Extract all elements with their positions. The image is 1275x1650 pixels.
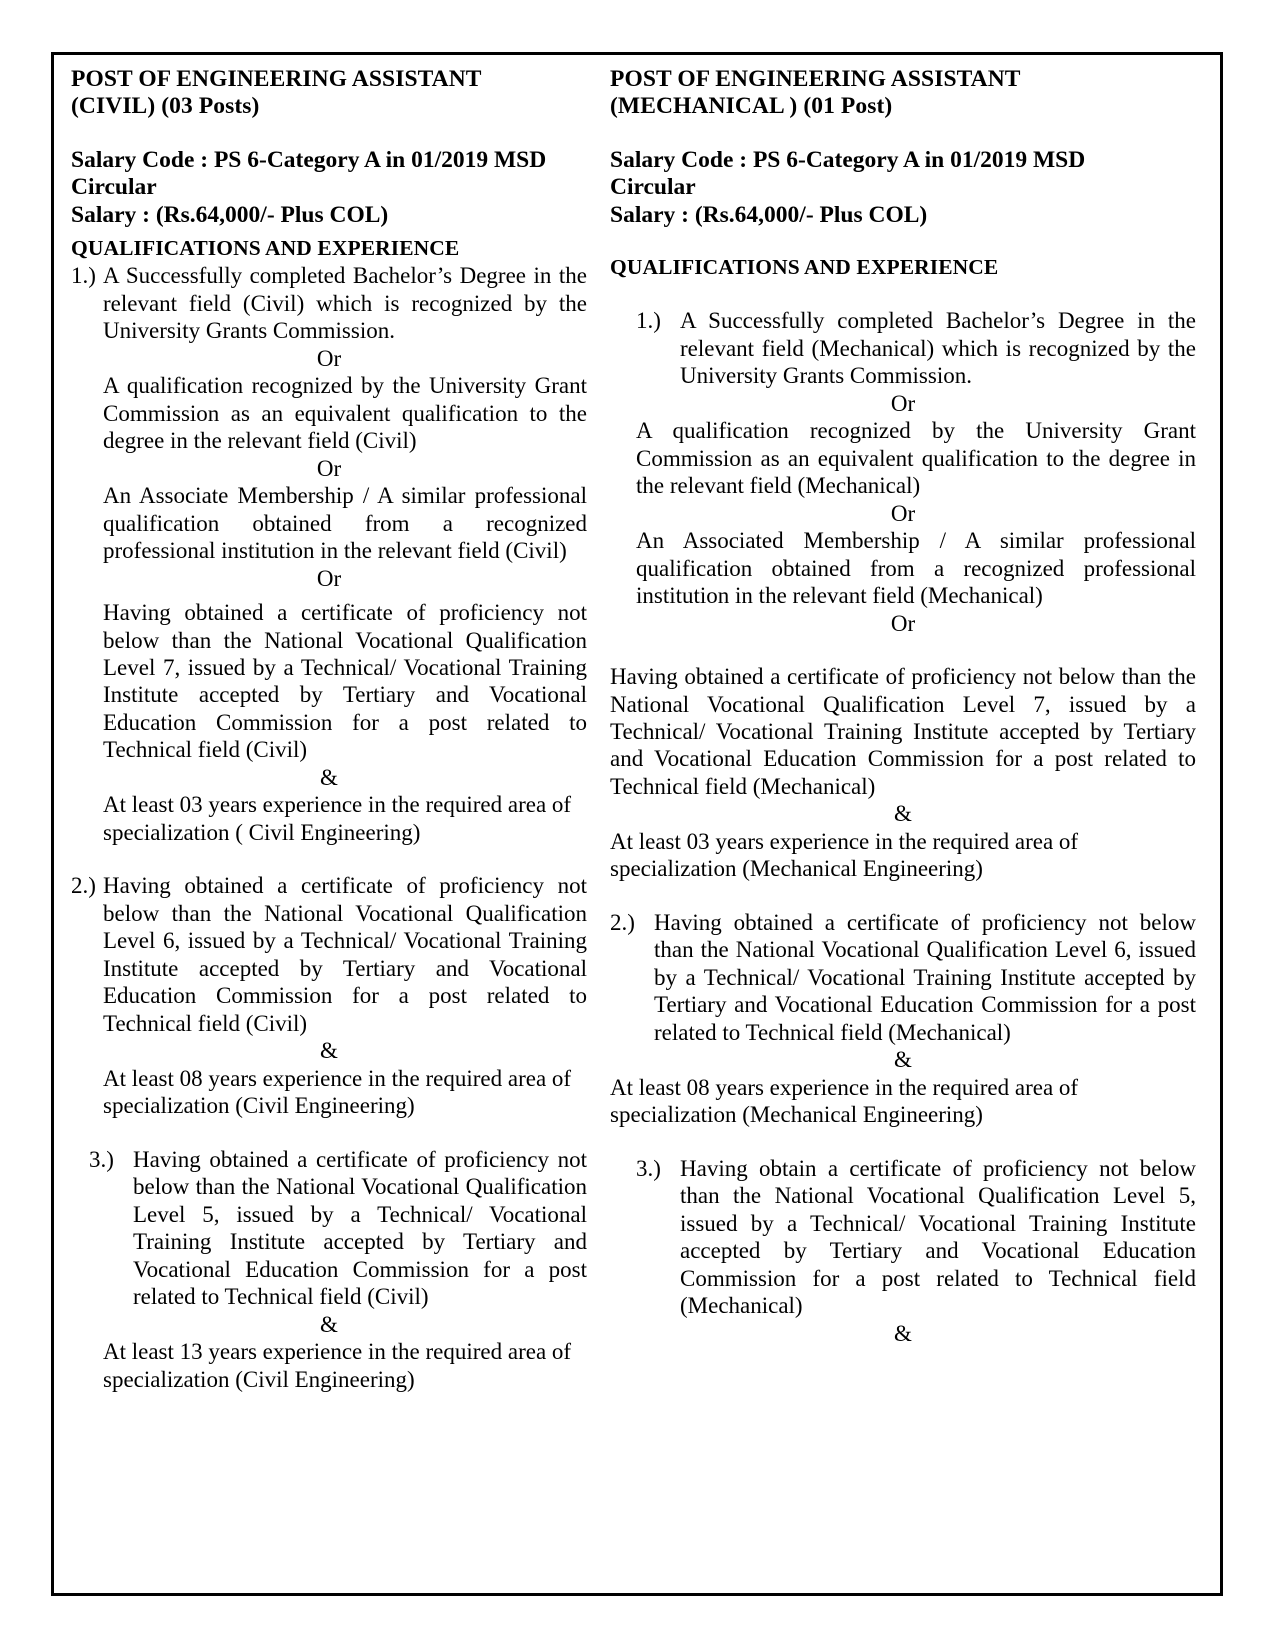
mechanical-item-1-text: A Successfully completed Bachelor’s Degree in the relevant field (Mechanical) which is recognized by the University Grants Commission. [680,308,1196,389]
mechanical-salary-code [610,147,1196,229]
mechanical-item-3-ampersand: & [894,1320,912,1346]
civil-item-3-text: Having obtained a certificate of proficiency not below than the National Vocational Qualification Level 5, issued by a Technical/ Vocational Training Institute accepted by Tertiary and Vocational Education Commission for a post related to Technical field (Civil) [133,1146,587,1310]
civil-item-3-ampersand: & [320,1311,338,1337]
civil-item-2 [71,872,587,1037]
column-civil [54,55,587,1593]
mechanical-item-2-ampersand: & [894,1047,912,1073]
mechanical-item-1-ampersand: & [894,801,912,827]
spacer [71,846,587,872]
mechanical-item-1-or-3: Or [890,610,916,636]
spacer [71,592,587,599]
civil-post-title-line2: (CIVIL) (03 Posts) [71,93,260,120]
column-mechanical [587,55,1220,1593]
civil-item-3-number: 3.) [89,1146,114,1172]
civil-item-2-ampersand: & [320,1038,338,1064]
spacer [71,229,587,236]
mechanical-item-1-alt-2: An Associated Membership / A similar professional qualification obtained from a recognized professional institution in the relevant field (Mechanical) [636,528,1196,609]
civil-item-1-number: 1.) [71,263,96,289]
civil-salary-code-line1: Salary Code : PS 6-Category A in 01/2019 MSD [71,146,547,173]
civil-item-1-experience: At least 03 years experience in the required area of specialization ( Civil Engineering) [103,792,572,845]
civil-item-1-or-1: Or [316,345,342,371]
civil-salary-code-line2: Circular [71,174,157,201]
spacer [610,229,1196,255]
spacer [71,121,587,147]
civil-qualifications-heading: QUALIFICATIONS AND EXPERIENCE [71,236,460,261]
spacer [610,637,1196,663]
civil-salary-code [71,147,587,229]
spacer [610,883,1196,909]
mechanical-item-1-alt-3: Having obtained a certificate of proficiency not below than the National Vocational Qualification Level 7, issued by a Technical/ Vocational Training Institute accepted by Tertiary and Vocational Education Commission for a post related to Technical field (Mechanical) [610,664,1196,799]
civil-item-3 [71,1146,587,1311]
spacer [610,281,1196,307]
civil-item-1-or-2: Or [316,455,342,481]
mechanical-item-3-number: 3.) [636,1155,661,1181]
mechanical-item-2 [610,909,1196,1046]
mechanical-post-title-line2: (MECHANICAL ) (01 Post) [610,93,893,120]
mechanical-item-3 [610,1155,1196,1320]
mechanical-salary-amount: Salary : (Rs.64,000/- Plus COL) [610,201,928,228]
mechanical-post-title-line1: POST OF ENGINEERING ASSISTANT [610,66,1021,92]
civil-item-3-experience: At least 13 years experience in the required area of specialization (Civil Engineering) [103,1339,572,1392]
mechanical-item-1-alt-1: A qualification recognized by the University Grant Commission as an equivalent qualification to the degree in the relevant field (Mechanical) [636,418,1196,499]
civil-item-1-alt-2: An Associate Membership / A similar professional qualification obtained from a recognized professional institution in the relevant field (Civil) [103,483,587,564]
spacer [71,1120,587,1146]
mechanical-item-3-text: Having obtain a certificate of proficiency not below than the National Vocational Qualification Level 5, issued by a Technical/ Vocational Training Institute accepted by Tertiary and Vocational Education Commission for a post related to Technical field (Mechanical) [680,1155,1196,1319]
civil-item-1-alt-1: A qualification recognized by the University Grant Commission as an equivalent qualification to the degree in the relevant field (Civil) [103,373,587,454]
civil-post-title-line1: POST OF ENGINEERING ASSISTANT [71,66,482,92]
civil-salary-amount: Salary : (Rs.64,000/- Plus COL) [71,201,389,228]
document-page-border [51,52,1223,1596]
spacer [610,121,1196,147]
civil-item-2-experience: At least 08 years experience in the required area of specialization (Civil Engineering) [103,1065,572,1119]
mechanical-item-1-or-2: Or [890,500,916,526]
civil-item-1-ampersand: & [320,764,338,790]
civil-item-1 [71,262,587,344]
mechanical-item-1 [610,307,1196,389]
mechanical-item-1-or-1: Or [890,390,916,416]
mechanical-item-1-experience: At least 03 years experience in the required area of specialization (Mechanical Engineering) [610,828,1079,882]
two-column-layout [54,55,1220,1593]
civil-item-1-text: A Successfully completed Bachelor’s Degree in the relevant field (Civil) which is recognized by the University Grants Commission. [103,263,587,344]
mechanical-item-1-number: 1.) [636,308,661,334]
mechanical-salary-code-line2: Circular [610,174,696,201]
mechanical-salary-code-line1: Salary Code : PS 6-Category A in 01/2019 MSD [610,146,1086,173]
civil-post-title [71,66,587,121]
civil-item-2-number: 2.) [71,873,96,899]
mechanical-item-2-experience: At least 08 years experience in the required area of specialization (Mechanical Engineering) [610,1074,1079,1128]
civil-item-2-text: Having obtained a certificate of proficiency not below than the National Vocational Qualification Level 6, issued by a Technical/ Vocational Training Institute accepted by Tertiary and Vocational Education Commission for a post related to Technical field (Civil) [103,873,587,1036]
spacer [610,1129,1196,1155]
mechanical-post-title [610,66,1196,121]
mechanical-item-2-number: 2.) [610,909,635,935]
civil-item-1-alt-3: Having obtained a certificate of proficiency not below than the National Vocational Qualification Level 7, issued by a Technical/ Vocational Training Institute accepted by Tertiary and Vocational Education Commission for a post related to Technical field (Civil) [103,600,587,763]
mechanical-item-2-text: Having obtained a certificate of proficiency not below than the National Vocational Qualification Level 6, issued by a Technical/ Vocational Training Institute accepted by Tertiary and Vocational Education Commission for a post related to Technical field (Mechanical) [654,909,1196,1045]
mechanical-qualifications-heading: QUALIFICATIONS AND EXPERIENCE [610,255,999,280]
civil-item-1-or-3: Or [316,565,342,591]
